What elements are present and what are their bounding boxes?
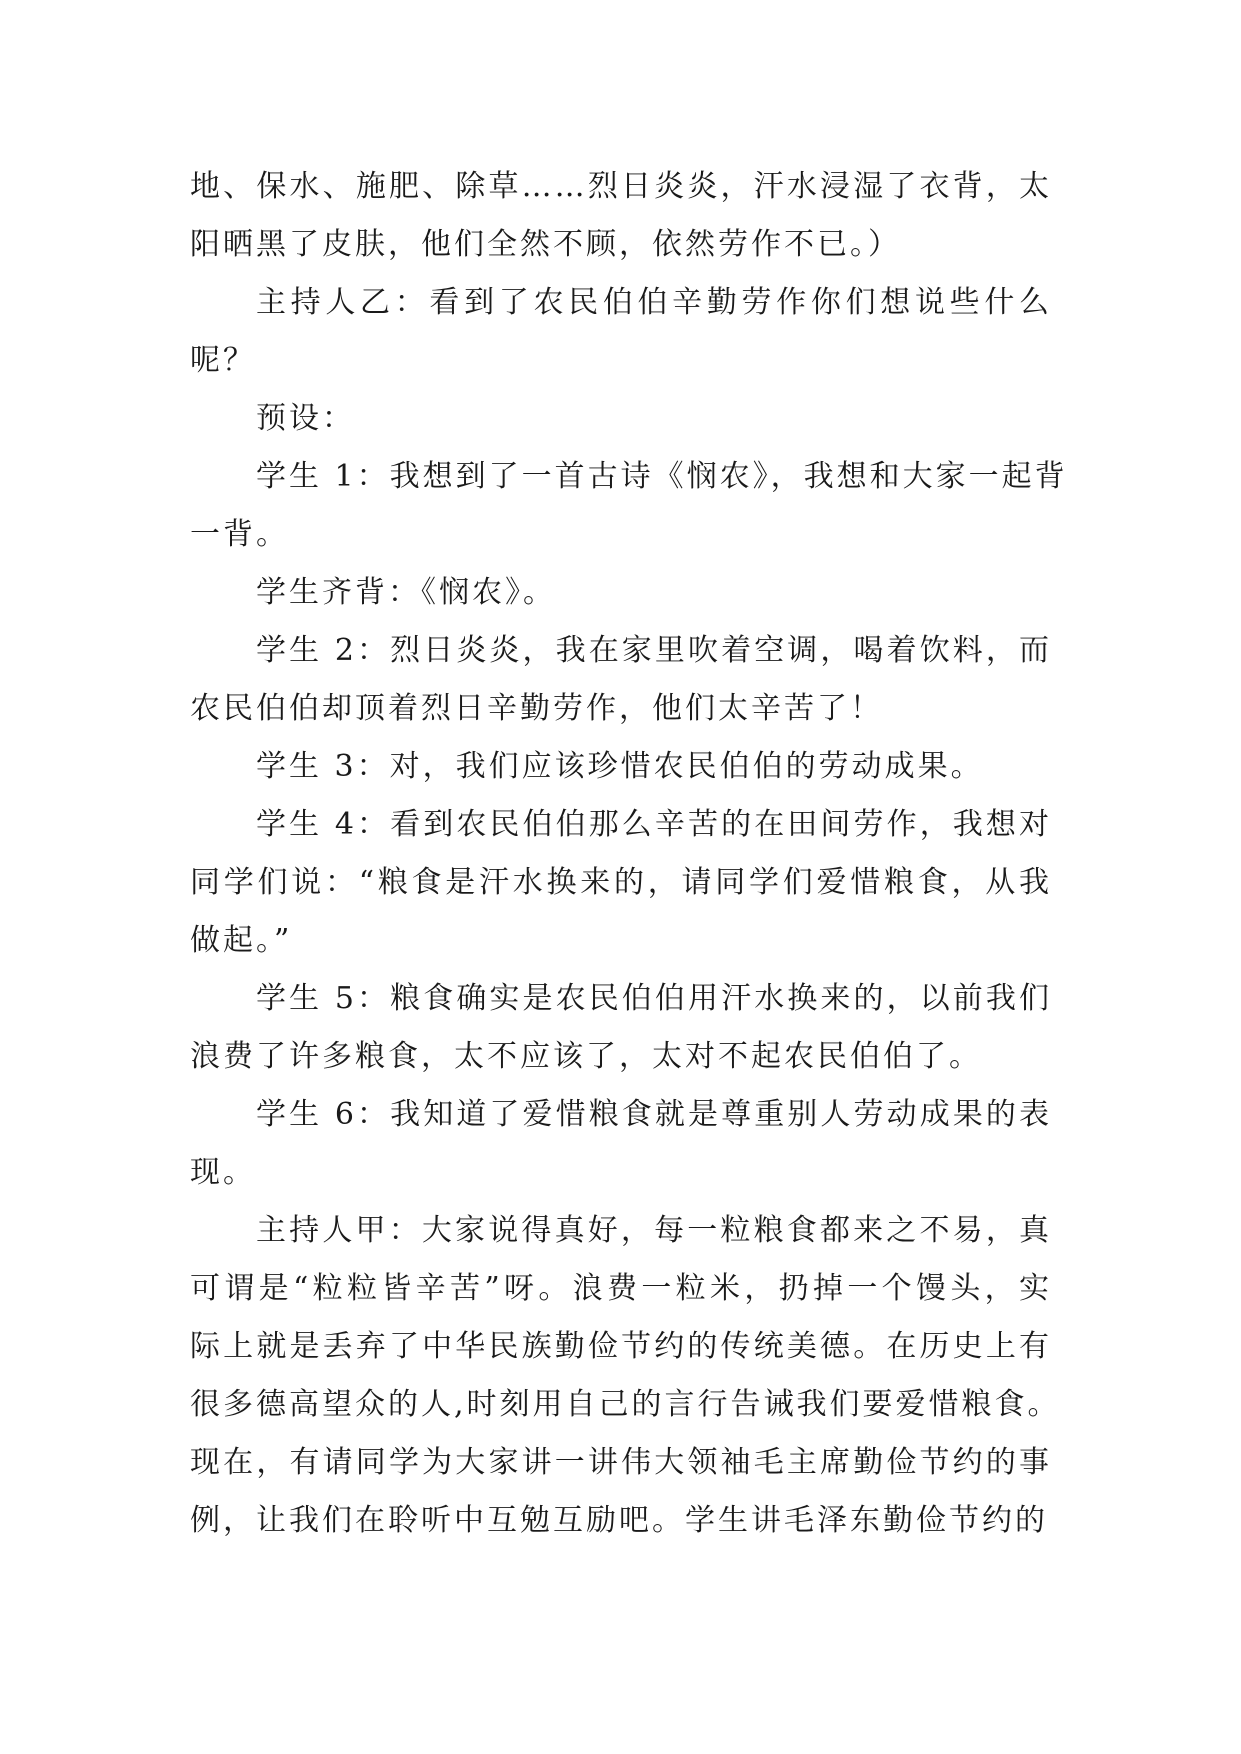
paragraph: [190, 738, 1052, 796]
text-line: 同学们说：“粮食是汗水换来的，请同学们爱惜粮食，从我: [190, 865, 1052, 900]
text-line: 际上就是丢弃了中华民族勤俭节约的传统美德。在历史上有: [190, 1329, 1052, 1364]
text-line: 做起。”: [190, 923, 293, 958]
text-line: 学生 6：我知道了爱惜粮食就是尊重别人劳动成果的表: [256, 1097, 1052, 1132]
paragraph: [190, 1202, 1061, 1550]
paragraph: [190, 274, 1052, 390]
text-line: 主持人乙：看到了农民伯伯辛勤劳作你们想说些什么: [256, 285, 1052, 320]
text-line: 地、保水、施肥、除草……烈日炎炎，汗水浸湿了衣背，太: [190, 169, 1052, 204]
document-body: [190, 158, 1068, 1550]
paragraph: [190, 796, 1052, 970]
text-line: 现。: [190, 1155, 256, 1190]
text-line: 学生 3：对，我们应该珍惜农民伯伯的劳动成果。: [256, 749, 984, 784]
text-line: 主持人甲：大家说得真好，每一粒粮食都来之不易，真: [256, 1213, 1052, 1248]
text-line: 预设：: [256, 401, 355, 436]
paragraph: [190, 158, 1052, 274]
text-line: 学生 2：烈日炎炎，我在家里吹着空调，喝着饮料，而: [256, 633, 1052, 668]
text-line: 学生 5：粮食确实是农民伯伯用汗水换来的，以前我们: [256, 981, 1052, 1016]
text-line: 一背。: [190, 517, 289, 552]
text-line: 现在，有请同学为大家讲一讲伟大领袖毛主席勤俭节约的事: [190, 1445, 1052, 1480]
text-line: 阳晒黑了皮肤，他们全然不顾，依然劳作不已。）: [190, 227, 901, 262]
paragraph: [190, 448, 1068, 564]
text-line: 学生 4：看到农民伯伯那么辛苦的在田间劳作，我想对: [256, 807, 1052, 842]
paragraph: [190, 970, 1052, 1086]
paragraph: [190, 1086, 1052, 1202]
text-line: 学生齐背：《悯农》。: [256, 575, 556, 610]
text-line: 例，让我们在聆听中互勉互励吧。学生讲毛泽东勤俭节约的: [190, 1503, 1048, 1538]
text-line: 可谓是“粒粒皆辛苦”呀。浪费一粒米，扔掉一个馒头，实: [190, 1271, 1052, 1306]
paragraph: [190, 564, 1052, 622]
text-line: 呢？: [190, 343, 256, 378]
text-line: 农民伯伯却顶着烈日辛勤劳作，他们太辛苦了！: [190, 691, 883, 726]
paragraph: [190, 390, 1052, 448]
text-line: 很多德高望众的人,时刻用自己的言行告诫我们要爱惜粮食。: [190, 1387, 1061, 1422]
paragraph: [190, 622, 1052, 738]
text-line: 学生 1：我想到了一首古诗《悯农》，我想和大家一起背: [256, 459, 1068, 494]
text-line: 浪费了许多粮食，太不应该了，太对不起农民伯伯了。: [190, 1039, 982, 1074]
